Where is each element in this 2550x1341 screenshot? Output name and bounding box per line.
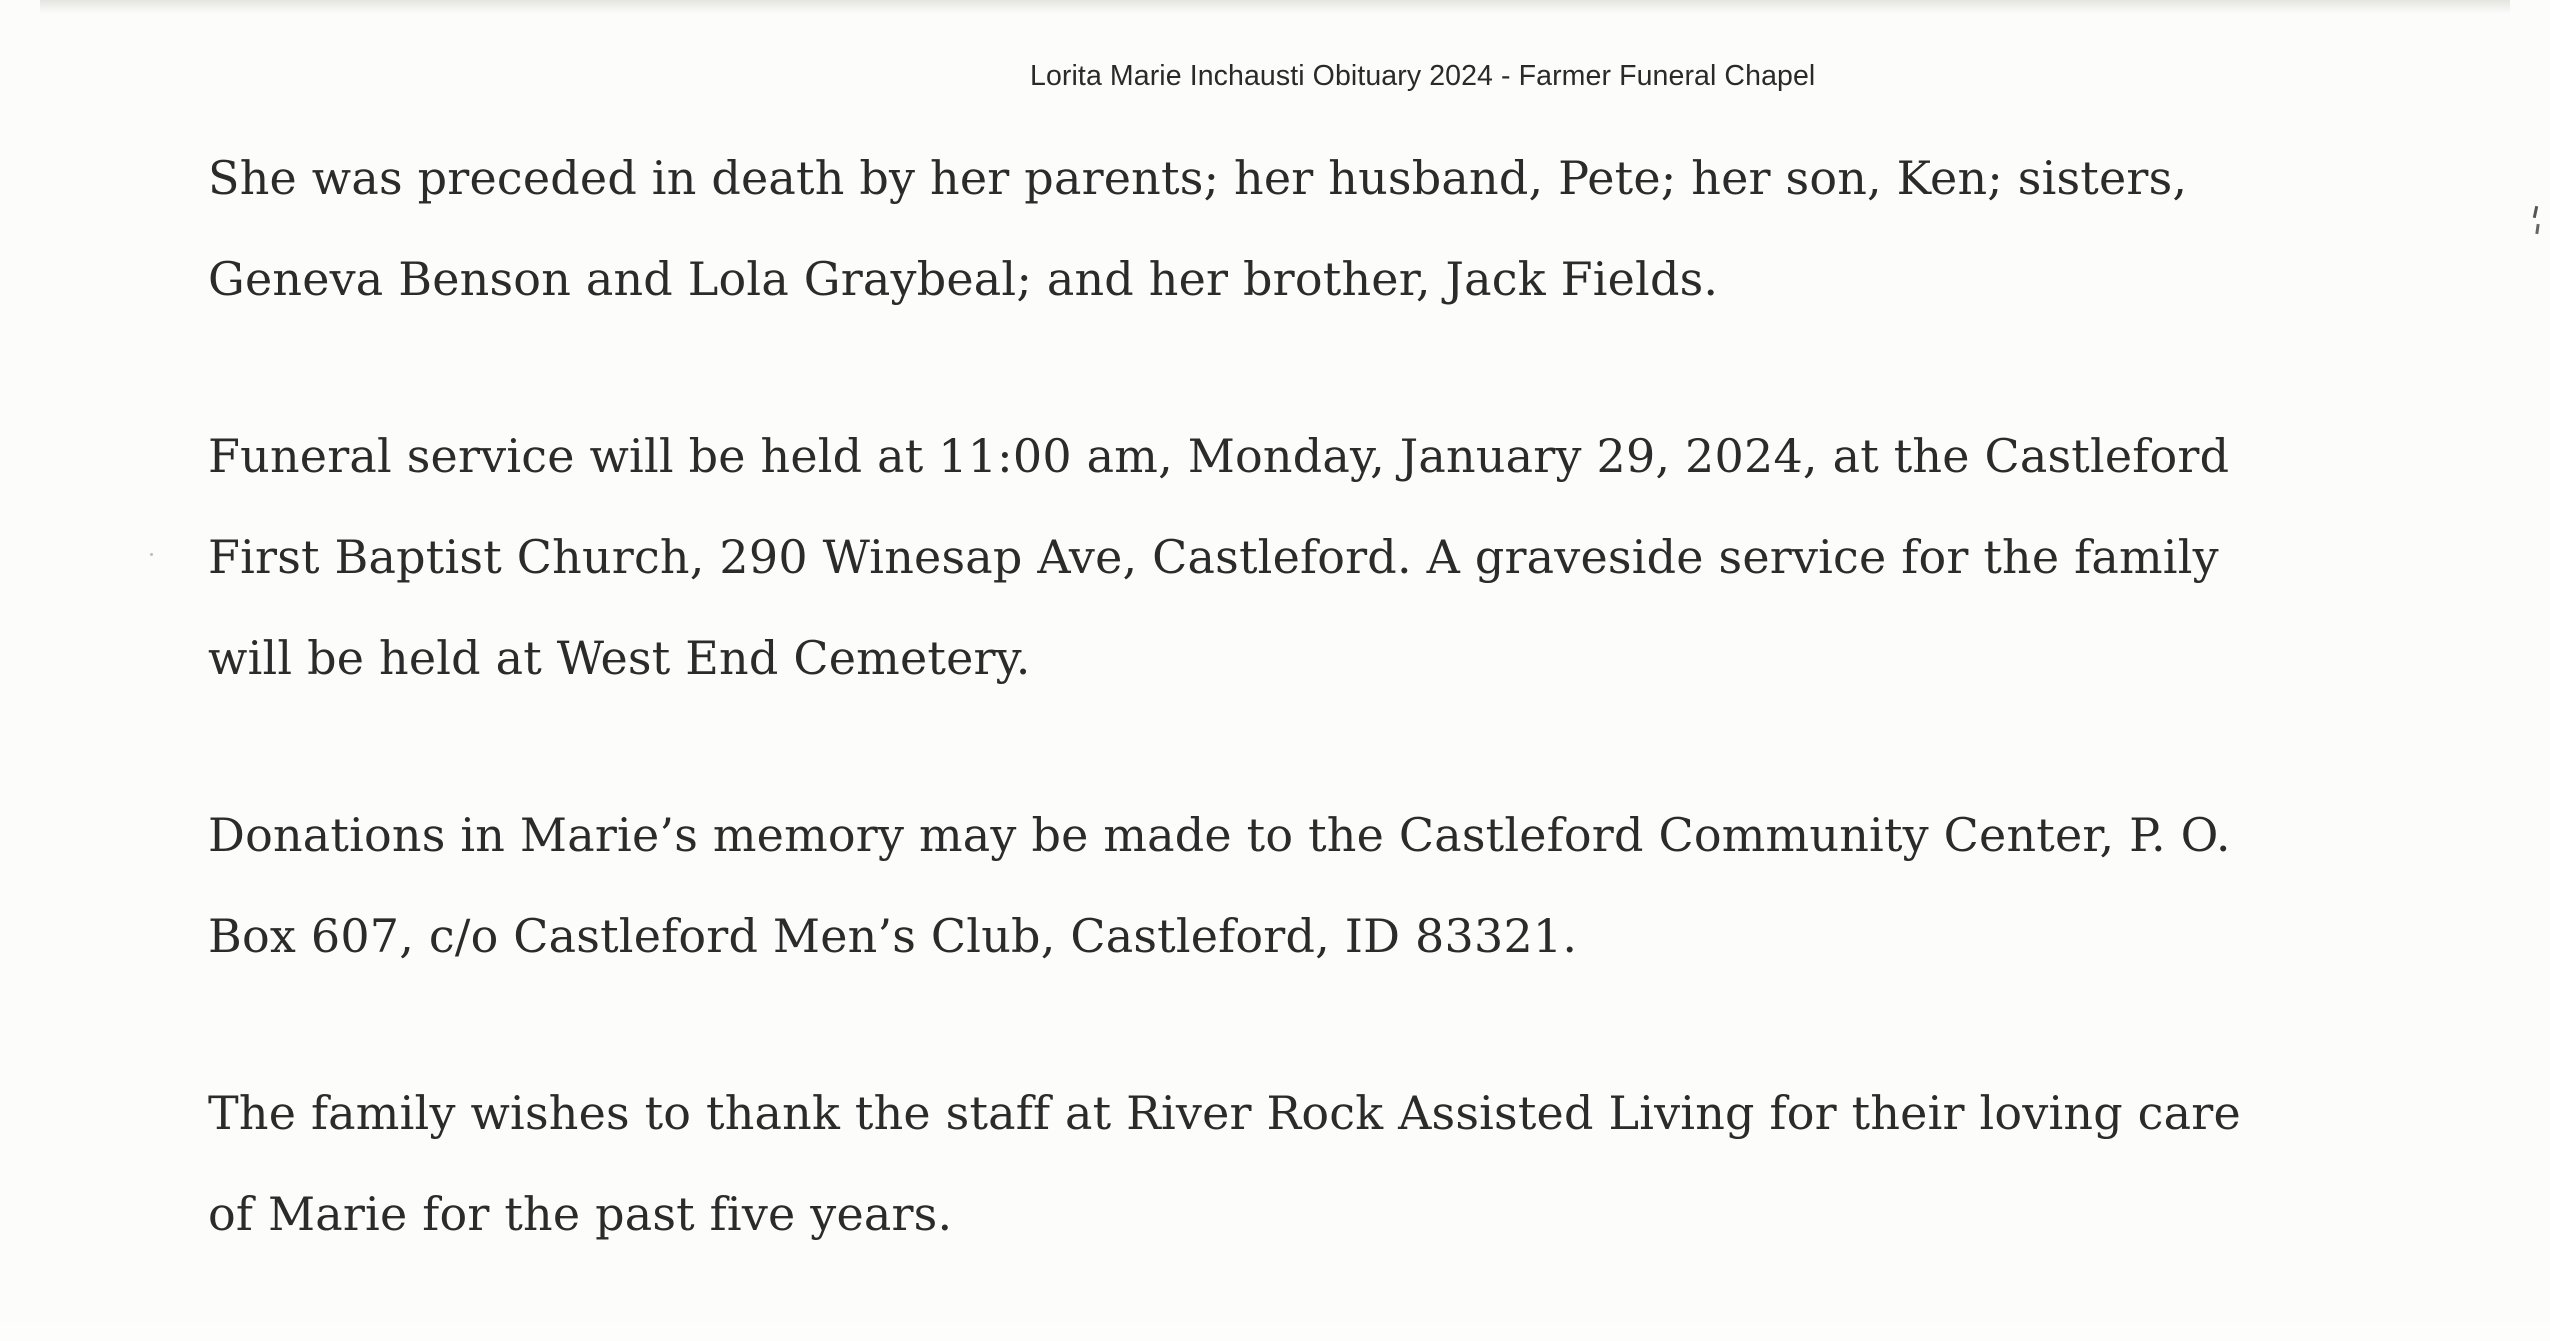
- paragraph-thanks: [208, 1063, 2468, 1265]
- scan-mark: [2533, 206, 2538, 218]
- text-line: of Marie for the past five years.: [208, 1187, 953, 1241]
- scan-speck: [150, 553, 153, 556]
- scan-top-edge: [40, 0, 2510, 14]
- text-line: The family wishes to thank the staff at River Rock Assisted Living for their loving care: [208, 1086, 2241, 1140]
- scan-mark: [2535, 224, 2539, 234]
- text-line: Funeral service will be held at 11:00 am, Monday, January 29, 2024, at the Castleford: [208, 429, 2230, 483]
- text-line: will be held at West End Cemetery.: [208, 631, 1031, 685]
- text-line: She was preceded in death by her parents; her husband, Pete; her son, Ken; sisters,: [208, 151, 2188, 205]
- obituary-body: [208, 128, 2468, 1341]
- text-line: Geneva Benson and Lola Graybeal; and her brother, Jack Fields.: [208, 252, 1719, 306]
- text-line: First Baptist Church, 290 Winesap Ave, Castleford. A graveside service for the family: [208, 530, 2219, 584]
- paragraph-survivors: [208, 128, 2468, 330]
- page-header: Lorita Marie Inchausti Obituary 2024 - Farmer Funeral Chapel: [1030, 60, 1816, 92]
- paragraph-funeral-service: [208, 406, 2468, 709]
- text-line: Donations in Marie’s memory may be made to the Castleford Community Center, P. O.: [208, 808, 2231, 862]
- paragraph-donations: [208, 785, 2468, 987]
- text-line: Box 607, c/o Castleford Men’s Club, Castleford, ID 83321.: [208, 909, 1578, 963]
